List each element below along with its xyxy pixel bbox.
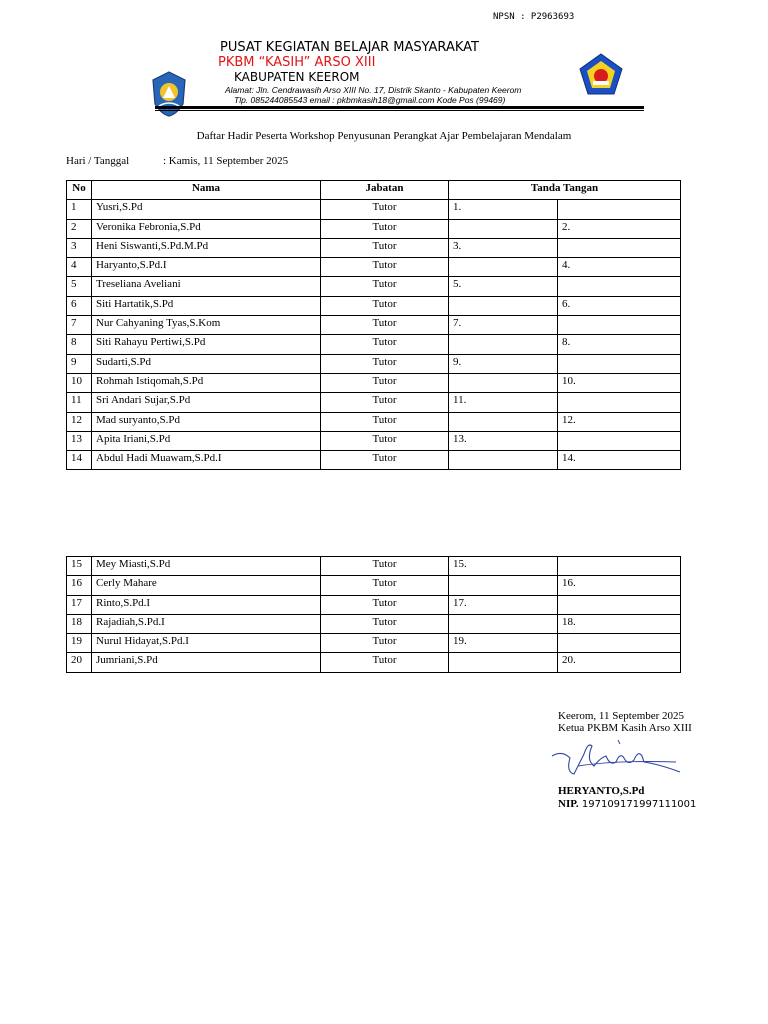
npsn-label: NPSN : P2963693 (493, 12, 575, 22)
signature-cell-right (558, 316, 681, 335)
row-number: 17 (67, 595, 92, 614)
table-row (67, 576, 681, 595)
address-line2: Tlp. 085244085543 email : pkbmkasih18@gmail.com Kode Pos (99469) (234, 95, 506, 105)
signature-cell-right (558, 200, 681, 219)
participant-name: Treseliana Aveliani (92, 277, 321, 296)
signature-cell-right (558, 354, 681, 373)
row-number: 5 (67, 277, 92, 296)
signer-name: HERYANTO,S.Pd (558, 785, 645, 797)
participant-role: Tutor (321, 557, 449, 576)
table-row (67, 316, 681, 335)
sign-place-date: Keerom, 11 September 2025 (558, 710, 685, 722)
signature-cell-left: 5. (449, 277, 558, 296)
row-number: 19 (67, 634, 92, 653)
participant-name: Heni Siswanti,S.Pd.M.Pd (92, 238, 321, 257)
signature-cell-right (558, 431, 681, 450)
attendance-table-page1 (66, 180, 681, 470)
participant-name: Yusri,S.Pd (92, 200, 321, 219)
participant-name: Jumriani,S.Pd (92, 653, 321, 672)
table-row (67, 634, 681, 653)
attendance-table-page2 (66, 556, 681, 673)
signature-cell-right: 16. (558, 576, 681, 595)
row-number: 15 (67, 557, 92, 576)
table-row (67, 595, 681, 614)
table-row (67, 614, 681, 633)
participant-name: Nurul Hidayat,S.Pd.I (92, 634, 321, 653)
participant-role: Tutor (321, 200, 449, 219)
row-number: 12 (67, 412, 92, 431)
signature-cell-right: 6. (558, 296, 681, 315)
table-row (67, 373, 681, 392)
row-number: 7 (67, 316, 92, 335)
signature-cell-left: 13. (449, 431, 558, 450)
table-row (67, 354, 681, 373)
table-row (67, 277, 681, 296)
signature-cell-left (449, 296, 558, 315)
participant-role: Tutor (321, 219, 449, 238)
signature-cell-left (449, 219, 558, 238)
org-name-line1: PUSAT KEGIATAN BELAJAR MASYARAKAT (220, 40, 479, 55)
participant-role: Tutor (321, 614, 449, 633)
signature-cell-right: 14. (558, 451, 681, 470)
participant-role: Tutor (321, 354, 449, 373)
signature-cell-right (558, 277, 681, 296)
row-number: 3 (67, 238, 92, 257)
signature-cell-right (558, 557, 681, 576)
table-row (67, 451, 681, 470)
table-row (67, 431, 681, 450)
table-row (67, 238, 681, 257)
signature-cell-left: 1. (449, 200, 558, 219)
participant-role: Tutor (321, 451, 449, 470)
signature-cell-right: 10. (558, 373, 681, 392)
signature-cell-left: 15. (449, 557, 558, 576)
signature-cell-right: 8. (558, 335, 681, 354)
nip-label: NIP. (558, 798, 579, 810)
table-row (67, 557, 681, 576)
table-row (67, 653, 681, 672)
participant-role: Tutor (321, 431, 449, 450)
signature-cell-left: 11. (449, 393, 558, 412)
participant-role: Tutor (321, 576, 449, 595)
header-signature: Tanda Tangan (449, 181, 681, 200)
header-no: No (67, 181, 92, 200)
signature-cell-right (558, 634, 681, 653)
signature-cell-right: 12. (558, 412, 681, 431)
signature-cell-left (449, 653, 558, 672)
participant-name: Mey Miasti,S.Pd (92, 557, 321, 576)
signature-cell-right: 18. (558, 614, 681, 633)
signature-cell-right: 20. (558, 653, 681, 672)
signature-cell-left: 7. (449, 316, 558, 335)
sign-role: Ketua PKBM Kasih Arso XIII (558, 722, 692, 734)
participant-role: Tutor (321, 238, 449, 257)
row-number: 6 (67, 296, 92, 315)
signer-nip (558, 798, 696, 810)
signature-cell-right: 4. (558, 258, 681, 277)
pkbm-emblem-logo-icon (578, 52, 624, 98)
participant-role: Tutor (321, 653, 449, 672)
signature-cell-left: 9. (449, 354, 558, 373)
row-number: 16 (67, 576, 92, 595)
participant-name: Rohmah Istiqomah,S.Pd (92, 373, 321, 392)
signature-cell-left: 19. (449, 634, 558, 653)
signature-cell-left (449, 335, 558, 354)
participant-role: Tutor (321, 277, 449, 296)
row-number: 14 (67, 451, 92, 470)
participant-role: Tutor (321, 373, 449, 392)
table-row (67, 335, 681, 354)
participant-role: Tutor (321, 258, 449, 277)
org-name-line3: KABUPATEN KEEROM (234, 70, 360, 84)
row-number: 10 (67, 373, 92, 392)
participant-role: Tutor (321, 335, 449, 354)
table-row (67, 393, 681, 412)
participant-name: Siti Rahayu Pertiwi,S.Pd (92, 335, 321, 354)
signature-cell-right (558, 393, 681, 412)
org-name-line2: PKBM “KASIH” ARSO XIII (218, 55, 376, 70)
signature-cell-right (558, 238, 681, 257)
participant-name: Abdul Hadi Muawam,S.Pd.I (92, 451, 321, 470)
participant-role: Tutor (321, 412, 449, 431)
participant-role: Tutor (321, 595, 449, 614)
nip-value: 197109171997111001 (578, 799, 697, 810)
table-row (67, 200, 681, 219)
participant-name: Sri Andari Sujar,S.Pd (92, 393, 321, 412)
row-number: 9 (67, 354, 92, 373)
signature-cell-left (449, 373, 558, 392)
header-divider-thick (155, 106, 644, 109)
signature-cell-left: 17. (449, 595, 558, 614)
handwritten-signature-icon (548, 736, 684, 782)
participant-name: Haryanto,S.Pd.I (92, 258, 321, 277)
signature-cell-right: 2. (558, 219, 681, 238)
table-header-row (67, 181, 681, 200)
header-divider-thin (155, 110, 644, 111)
signature-cell-left (449, 412, 558, 431)
date-value: : Kamis, 11 September 2025 (163, 155, 289, 167)
participant-name: Rinto,S.Pd.I (92, 595, 321, 614)
header-role: Jabatan (321, 181, 449, 200)
participant-name: Cerly Mahare (92, 576, 321, 595)
date-label: Hari / Tanggal (66, 155, 130, 167)
address-line1: Alamat: Jln. Cendrawasih Arso XIII No. 17, Distrik Skanto - Kabupaten Keerom (225, 85, 522, 95)
participant-name: Nur Cahyaning Tyas,S.Kom (92, 316, 321, 335)
participant-role: Tutor (321, 393, 449, 412)
participant-name: Apita Iriani,S.Pd (92, 431, 321, 450)
participant-role: Tutor (321, 316, 449, 335)
header-name: Nama (92, 181, 321, 200)
row-number: 20 (67, 653, 92, 672)
document-title: Daftar Hadir Peserta Workshop Penyusunan Perangkat Ajar Pembelajaran Mendalam (196, 130, 572, 142)
row-number: 13 (67, 431, 92, 450)
signature-cell-left (449, 576, 558, 595)
participant-name: Veronika Febronia,S.Pd (92, 219, 321, 238)
row-number: 1 (67, 200, 92, 219)
signature-cell-left (449, 614, 558, 633)
row-number: 11 (67, 393, 92, 412)
participant-role: Tutor (321, 634, 449, 653)
row-number: 4 (67, 258, 92, 277)
row-number: 8 (67, 335, 92, 354)
participant-name: Mad suryanto,S.Pd (92, 412, 321, 431)
participant-name: Sudarti,S.Pd (92, 354, 321, 373)
row-number: 2 (67, 219, 92, 238)
participant-name: Siti Hartatik,S.Pd (92, 296, 321, 315)
table-row (67, 296, 681, 315)
signature-cell-right (558, 595, 681, 614)
table-row (67, 219, 681, 238)
participant-name: Rajadiah,S.Pd.I (92, 614, 321, 633)
table-row (67, 412, 681, 431)
participant-role: Tutor (321, 296, 449, 315)
signature-cell-left (449, 258, 558, 277)
signature-cell-left: 3. (449, 238, 558, 257)
row-number: 18 (67, 614, 92, 633)
table-row (67, 258, 681, 277)
signature-cell-left (449, 451, 558, 470)
